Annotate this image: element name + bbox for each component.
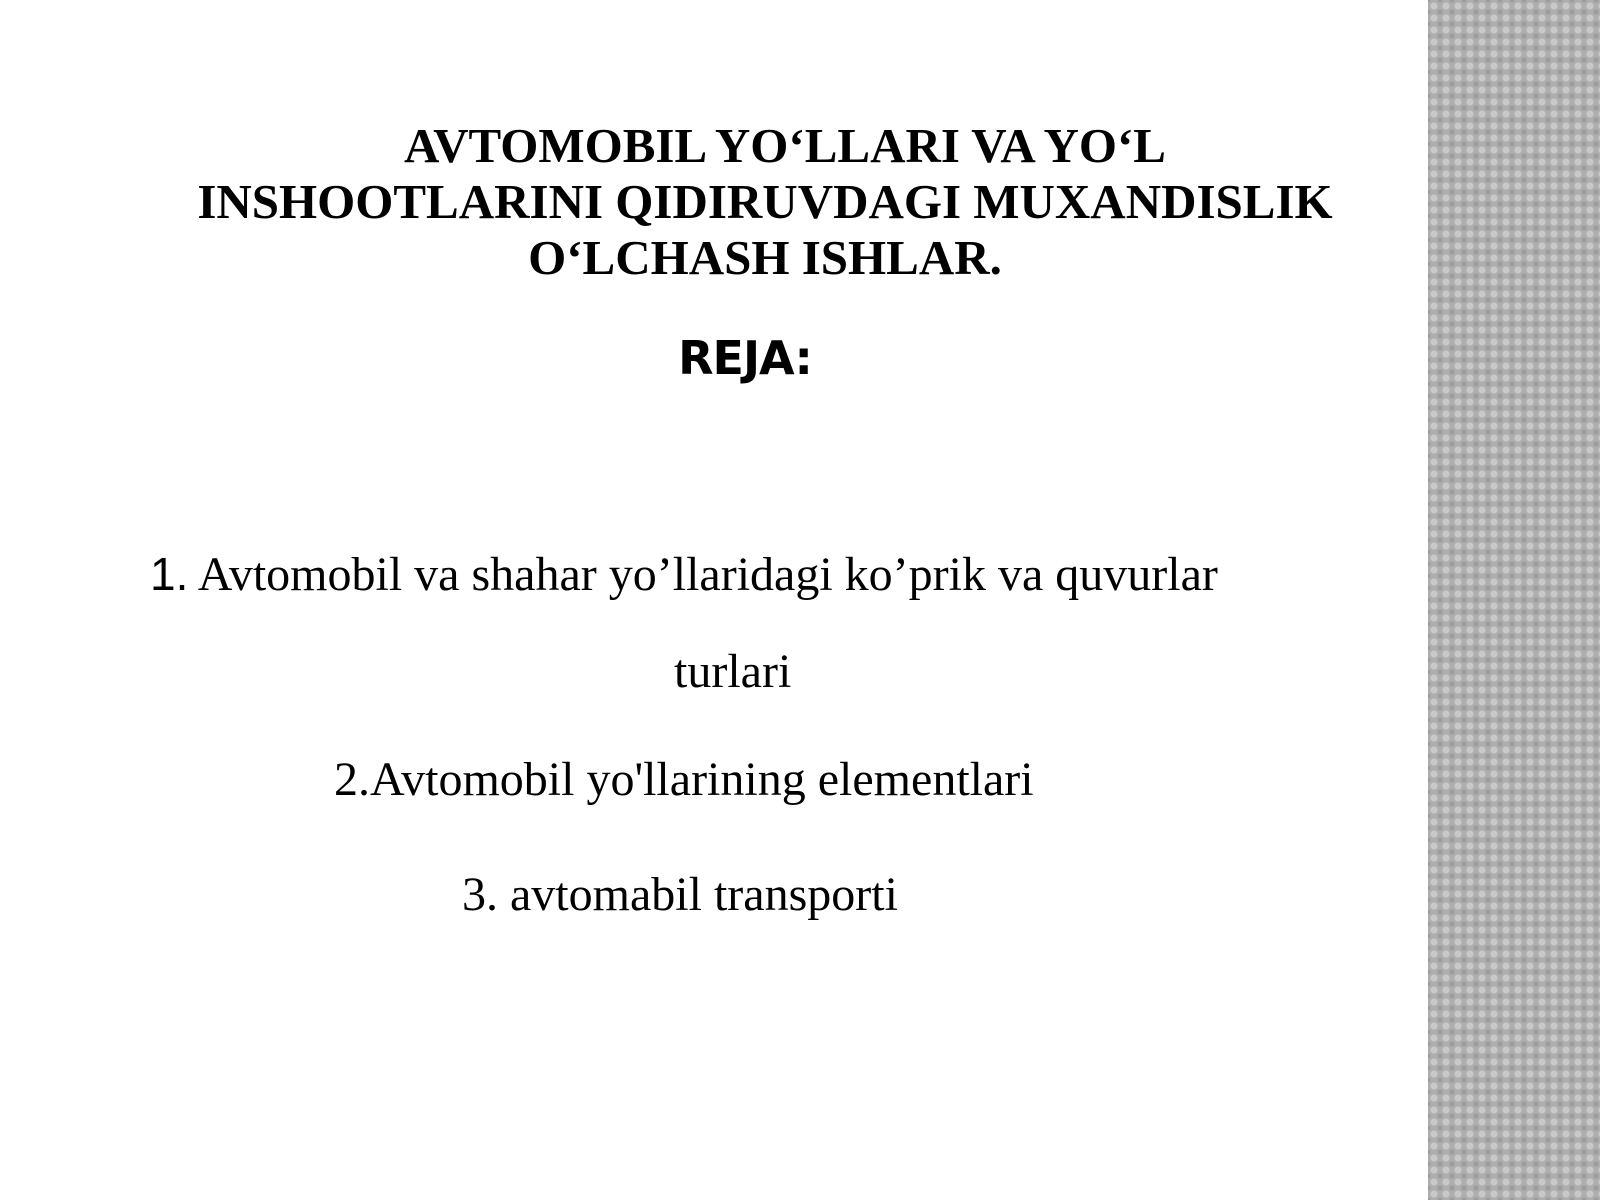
plan-item-1-number: 1. [150,548,189,600]
slide-title-line-2: INSHOOTLARINI QIDIRUVDAGI MUXANDISLIK [197,174,1333,229]
plan-item-1-continuation: turlari [674,645,792,698]
plan-item-3: 3. avtomabil transporti [462,868,898,921]
slide-title [130,118,1400,286]
plan-heading: REJA: [678,331,812,385]
decorative-side-panel [1428,0,1600,1200]
plan-item-1-text: Avtomobil va shahar yo’llaridagi ko’prik va quvurlar [197,548,1218,601]
slide-title-line-1: AVTOMOBIL YO‘LLARI VA YO‘L [404,118,1166,173]
plan-item-2: 2.Avtomobil yo'llarining elementlari [334,753,1034,806]
slide-title-line-3: O‘LCHASH ISHLAR. [528,230,1002,285]
plan-item-1 [150,546,1218,603]
